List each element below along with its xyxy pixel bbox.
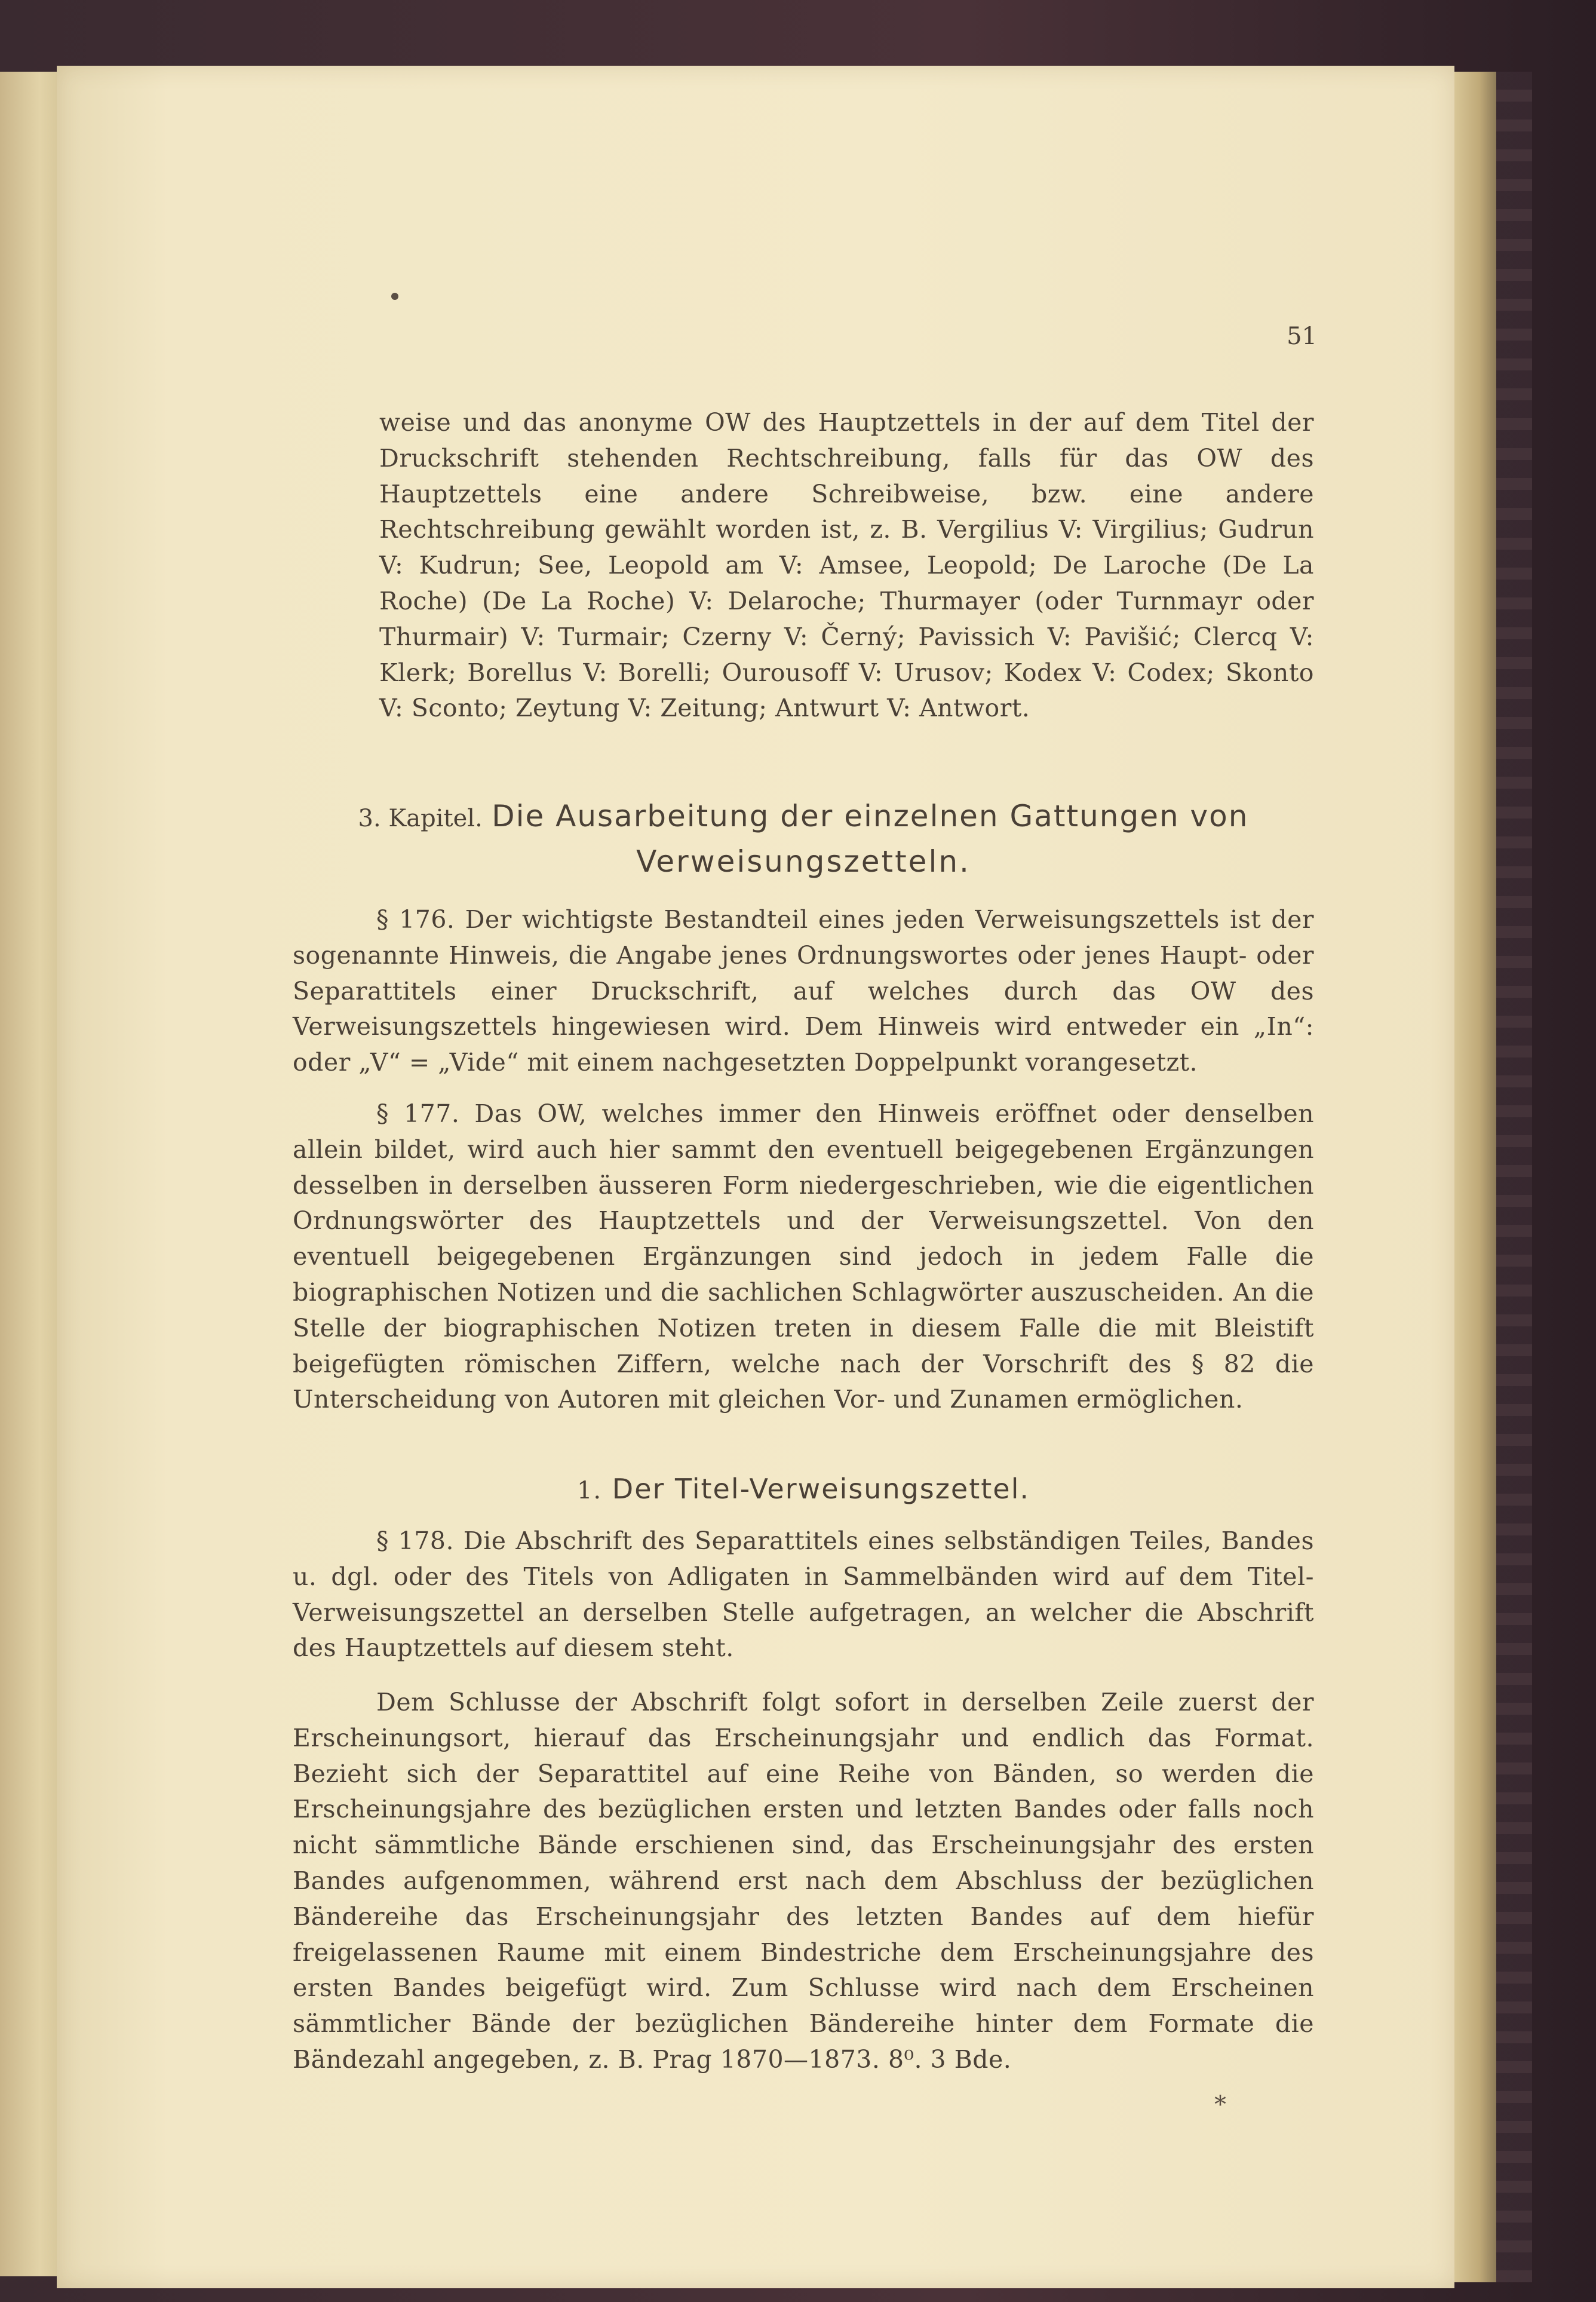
chapter-heading <box>293 795 1314 883</box>
print-star-mark: * <box>1214 2091 1226 2119</box>
paragraph-final: Dem Schlusse der Abschrift folgt sofort in derselben Zeile zuerst der Erscheinungsort, hierauf das Erscheinungsjahr und endlich das Format. Bezieht sich der Separattitel auf eine Reihe von Bänden, so werden die Erscheinungsjahre des bezüglichen ersten und letzten Bandes oder falls noch nicht sämmtliche Bände erschienen sind, das Erscheinungsjahr des ersten Bandes aufgenommen, während erst nach dem Abschluss der bezüglichen Bändereihe das Erscheinungsjahr des letzten Bandes auf dem hiefür freigelassenen Raume mit einem Bindestriche dem Erscheinungsjahre des ersten Bandes beigefügt wird. Zum Schlusse wird nach dem Erscheinen sämmtlicher Bände der bezüglichen Bändereihe hinter dem Formate die Bändezahl angegeben, z. B. Prag 1870—1873. 8⁰. 3 Bde. <box>293 1688 1314 2074</box>
paragraph-177: § 177. Das OW, welches immer den Hinweis eröffnet oder denselben allein bildet, wird auch hier sammt den eventuell beigegebenen Ergänzungen desselben in derselben äusseren Form niedergeschrieben, wie die eigentlichen Ordnungswörter des Hauptzettels und der Verweisungszettel. Von den eventuell beigegebenen Ergänzungen sind jedoch in jedem Falle die biographischen Notizen und die sachlichen Schlagwörter auszuscheiden. An die Stelle der biographischen Notizen treten in diesem Falle die mit Bleistift beigefügten römischen Ziffern, welche nach der Vorschrift des § 82 die Unterscheidung von Autoren mit gleichen Vor- und Zunamen ermöglichen. <box>293 1099 1314 1414</box>
left-page-edge <box>0 72 57 2276</box>
intro-paragraph: weise und das anonyme OW des Hauptzettels in der auf dem Titel der Druckschrift stehenden Rechtschreibung, falls für das OW des Hauptzettels eine andere Schreibweise, bzw. eine andere Rechtschreibung gewählt worden ist, z. B. Vergilius V: Virgilius; Gudrun V: Kudrun; See, Leopold am V: Amsee, Leopold; De Laroche (De La Roche) (De La Roche) V: Delaroche; Thurmayer (oder Turnmayr oder Thurmair) V: Turmair; Czerny V: Černý; Pavissich V: Pavišić; Clercq V: Klerk; Borellus V: Borelli; Ourousoff V: Urusov; Kodex V: Codex; Skonto V: Sconto; Zeytung V: Zeitung; Antwurt V: Antwort. <box>379 408 1314 723</box>
chapter-title-line-1: Die Ausarbeitung der einzelnen Gattungen von <box>492 799 1249 833</box>
print-dot-mark <box>391 293 398 300</box>
chapter-label: 3. Kapitel. <box>358 805 483 832</box>
chapter-title-line-2: Verweisungszetteln. <box>636 844 971 879</box>
binding-edge <box>1496 72 1532 2282</box>
page-stack-edge <box>1454 72 1496 2282</box>
section-title: Der Titel-Verweisungszettel. <box>612 1473 1030 1505</box>
page-number: 51 <box>1287 323 1317 350</box>
section-number: 1. <box>576 1477 603 1504</box>
paragraph-176: § 176. Der wichtigste Bestandteil eines jeden Verweisungszettels ist der sogenannte Hinweis, die Angabe jenes Ordnungswortes oder jenes Haupt- oder Separattitels einer Druckschrift, auf welches durch das OW des Verweisungszettels hingewiesen wird. Dem Hinweis wird entweder ein „In“: oder „V“ = „Vide“ mit einem nachgesetzten Doppelpunkt vorangesetzt. <box>293 905 1314 1077</box>
paragraph-178: § 178. Die Abschrift des Separattitels eines selbständigen Teiles, Bandes u. dgl. oder des Titels von Adligaten in Sammelbänden wird auf dem Titel-Verweisungszettel an derselben Stelle aufgetragen, an welcher die Abschrift des Hauptzettels auf diesem steht. <box>293 1527 1314 1663</box>
section-heading <box>293 1473 1314 1505</box>
book-page <box>57 66 1454 2288</box>
